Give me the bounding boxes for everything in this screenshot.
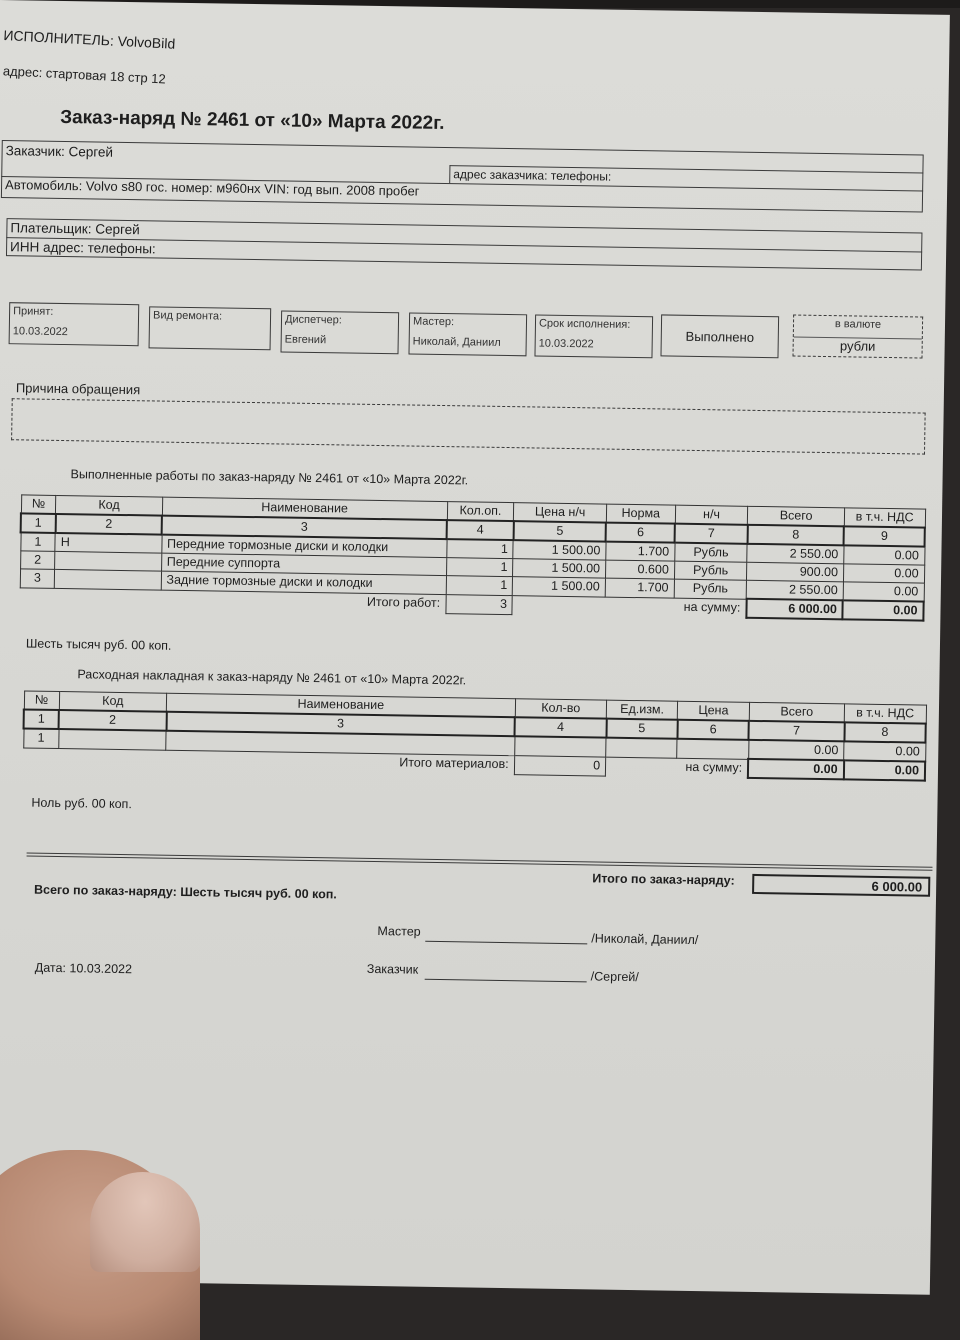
- cell: Рубль: [674, 579, 747, 599]
- cell: 0.00: [748, 740, 844, 760]
- accepted-value: 10.03.2022: [12, 325, 68, 339]
- works-total-label: Итого работ:: [366, 595, 441, 611]
- works-sum-label: на сумму:: [683, 600, 741, 615]
- master-sign-name: /Николай, Даниил/: [591, 931, 699, 948]
- customer-name: Заказчик: Сергей: [5, 143, 114, 160]
- master-box: [408, 312, 527, 356]
- materials-sum-vat: 0.00: [843, 760, 925, 780]
- cell: Рубль: [674, 543, 747, 563]
- materials-colno: 4: [515, 717, 607, 737]
- works-colno: 5: [513, 521, 606, 541]
- works-sum-in-words: Шесть тысяч руб. 00 коп.: [25, 636, 172, 653]
- works-col-qty: Кол.оп.: [447, 502, 514, 522]
- currency-value: рубли: [794, 337, 922, 355]
- materials-col-vat: в т.ч. НДС: [844, 704, 926, 724]
- materials-total-count: 0: [514, 755, 606, 775]
- materials-sum-in-words: Ноль руб. 00 коп.: [31, 795, 132, 812]
- works-colno: 8: [747, 525, 844, 546]
- materials-sum-label: на сумму:: [685, 760, 743, 776]
- cell: [55, 551, 161, 571]
- cell: 1.700: [605, 578, 674, 598]
- cell: 1: [446, 558, 513, 577]
- materials-col-price: Цена: [678, 701, 750, 721]
- master-sign-line: [425, 941, 587, 945]
- cell: [677, 739, 749, 759]
- accepted-label: Принят:: [13, 305, 54, 318]
- works-colno: 3: [162, 516, 447, 539]
- works-col-total: Всего: [748, 506, 845, 526]
- cell: 2 550.00: [747, 580, 844, 600]
- works-total-count: 3: [445, 594, 512, 614]
- cell: Передние суппорта: [161, 553, 446, 575]
- works-col-name: Наименование: [162, 497, 447, 520]
- cell: Передние тормозные диски и колодки: [161, 535, 446, 558]
- works-title: Выполненные работы по заказ-наряду № 2461 от «10» Марта 2022г.: [70, 467, 469, 488]
- cell: Н: [55, 533, 161, 553]
- materials-colno: 8: [844, 722, 926, 742]
- works-colno: 9: [844, 526, 925, 546]
- master-label: Мастер:: [412, 315, 455, 329]
- materials-colno: 6: [677, 720, 749, 740]
- works-col-num: №: [21, 495, 56, 514]
- payer-name: Плательщик: Сергей: [10, 220, 140, 238]
- customer-contacts: адрес заказчика: телефоны:: [453, 167, 612, 184]
- cell: 1: [23, 728, 58, 748]
- works-table: [18, 494, 926, 621]
- executor-line: ИСПОЛНИТЕЛЬ: VolvoBild: [3, 27, 176, 52]
- cell: 0.00: [844, 545, 925, 565]
- deadline-label: Срок исполнения:: [538, 317, 631, 331]
- materials-colno: 5: [606, 719, 678, 739]
- cell: 2 550.00: [747, 544, 844, 564]
- cell: 900.00: [747, 562, 844, 582]
- car-details: Автомобиль: Volvo s80 гос. номер: м960нх VIN: год вып. 2008 пробег: [4, 177, 420, 199]
- customer-sign-line: [425, 979, 587, 983]
- status-box: [660, 314, 779, 358]
- cell: 1 500.00: [513, 577, 606, 597]
- customer-sign-name: /Сергей/: [590, 969, 639, 985]
- order-total-box: [752, 874, 930, 897]
- cell: 2: [20, 551, 55, 570]
- customer-sign-label: Заказчик: [366, 961, 419, 977]
- materials-col-name: Наименование: [166, 693, 515, 717]
- deadline-value: 10.03.2022: [538, 337, 594, 351]
- materials-col-num: №: [24, 691, 59, 710]
- currency-box: [792, 314, 923, 358]
- cell: 0.00: [844, 741, 926, 761]
- materials-col-unit: Ед.изм.: [606, 700, 678, 720]
- materials-total-label: Итого материалов:: [399, 755, 509, 772]
- cell: [58, 729, 166, 750]
- works-col-code: Код: [56, 495, 162, 515]
- works-col-unit: н/ч: [675, 505, 748, 525]
- materials-col-qty: Кол-во: [515, 699, 607, 719]
- cell: Рубль: [674, 561, 747, 580]
- accepted-box: [9, 302, 140, 346]
- materials-col-code: Код: [59, 692, 167, 712]
- page-title: Заказ-наряд № 2461 от «10» Марта 2022г.: [59, 106, 445, 134]
- footer-divider: [27, 853, 933, 871]
- cell: [514, 736, 606, 756]
- cell: 1 500.00: [513, 540, 606, 560]
- cell: 0.00: [843, 564, 924, 583]
- materials-colno: 3: [166, 712, 515, 736]
- materials-sum-total: 0.00: [748, 759, 844, 779]
- materials-colno: 7: [749, 721, 845, 741]
- currency-label: в валюте: [834, 318, 882, 331]
- cell: 1: [446, 539, 513, 559]
- works-colno: 1: [21, 513, 56, 533]
- cell: 1: [20, 532, 55, 551]
- materials-col-total: Всего: [749, 702, 845, 722]
- cell: 0.600: [605, 560, 674, 579]
- deadline-box: [534, 314, 653, 358]
- materials-table: [22, 690, 927, 781]
- order-total-words: Всего по заказ-наряду: Шесть тысяч руб. 00 коп.: [33, 882, 337, 902]
- dispatcher-label: Диспетчер:: [284, 313, 342, 327]
- cell: [55, 569, 161, 589]
- status-value: Выполнено: [685, 328, 755, 345]
- materials-title: Расходная накладная к заказ-наряду № 2461 от «10» Марта 2022г.: [77, 667, 467, 688]
- works-colno: 7: [675, 524, 748, 544]
- cell: 1 500.00: [513, 559, 606, 578]
- repair-type-box: [149, 306, 272, 350]
- works-col-price: Цена н/ч: [514, 503, 607, 523]
- reason-field: [11, 398, 926, 454]
- cell: [606, 738, 678, 758]
- payer-details: ИНН адрес: телефоны:: [10, 239, 156, 257]
- works-colno: 2: [56, 514, 162, 535]
- executor-address: адрес: стартовая 18 стр 12: [2, 63, 167, 87]
- dispatcher-box: [280, 310, 399, 354]
- master-sign-label: Мастер: [377, 924, 421, 939]
- reason-label: Причина обращения: [15, 380, 141, 398]
- cell: 3: [20, 569, 55, 588]
- works-colno: 6: [606, 523, 675, 543]
- works-sum-total: 6 000.00: [746, 599, 843, 620]
- works-col-norm: Норма: [606, 504, 675, 524]
- materials-colno: 2: [59, 710, 167, 731]
- dispatcher-value: Евгений: [284, 333, 327, 347]
- repair-type-label: Вид ремонта:: [152, 309, 223, 323]
- materials-colno: 1: [24, 709, 59, 729]
- order-total-label: Итого по заказ-наряду:: [592, 871, 735, 888]
- master-value: Николай, Даниил: [412, 335, 501, 349]
- cell: 0.00: [843, 582, 924, 602]
- cell: 1.700: [606, 542, 675, 562]
- works-sum-vat: 0.00: [843, 600, 924, 620]
- cell: 1: [446, 576, 513, 596]
- order-total-value: 6 000.00: [871, 878, 923, 895]
- date-value: Дата: 10.03.2022: [34, 960, 133, 977]
- works-col-vat: в т.ч. НДС: [844, 508, 925, 528]
- works-colno: 4: [447, 520, 514, 540]
- cell: Задние тормозные диски и колодки: [161, 571, 446, 594]
